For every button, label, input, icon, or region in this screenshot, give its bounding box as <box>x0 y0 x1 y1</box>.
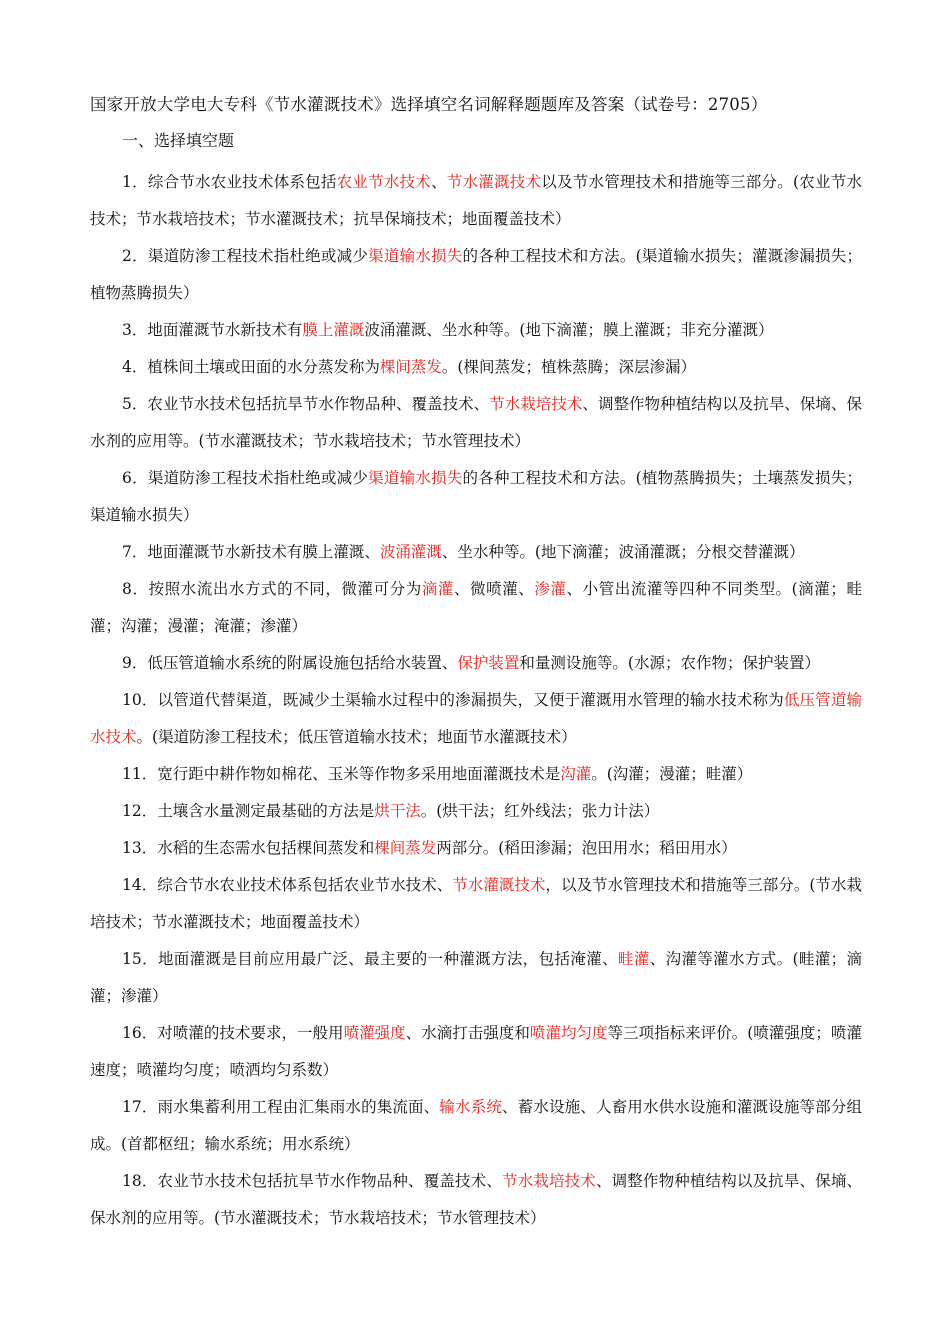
question-text: 3．地面灌溉节水新技术有 <box>122 321 303 339</box>
answer-highlight: 保护装置 <box>457 654 520 672</box>
question-text: 10．以管道代替渠道，既减少土渠输水过程中的渗漏损失，又便于灌溉用水管理的输水技术称为 <box>122 691 784 709</box>
answer-highlight: 滴灌 <box>421 580 454 598</box>
question-text: 2．渠道防渗工程技术指杜绝或减少 <box>122 247 369 265</box>
question-item <box>90 830 862 867</box>
answer-highlight: 畦灌 <box>617 950 650 968</box>
answer-highlight: 喷灌强度 <box>343 1024 406 1042</box>
answer-highlight: 低压管道输水技术 <box>90 691 862 746</box>
question-text: 、 <box>431 173 447 191</box>
question-text: 5．农业节水技术包括抗旱节水作物品种、覆盖技术、 <box>122 395 490 413</box>
answer-highlight: 输水系统 <box>439 1098 503 1116</box>
answer-highlight: 棵间蒸发 <box>379 358 442 376</box>
answer-highlight: 渠道输水损失 <box>368 469 463 487</box>
question-text: 4．植株间土壤或田面的水分蒸发称为 <box>122 358 380 376</box>
question-text: 13．水稻的生态需水包括棵间蒸发和 <box>122 839 375 857</box>
question-list <box>90 164 862 1237</box>
question-text: 的各种工程技术和方法。(植物蒸腾损失；土壤蒸发损失；渠道输水损失） <box>90 469 862 524</box>
question-text: 波涌灌溉、坐水种等。(地下滴灌；膜上灌溉；非充分灌溉） <box>364 321 774 339</box>
question-item <box>90 460 862 534</box>
question-text: 1．综合节水农业技术体系包括 <box>122 173 337 191</box>
question-item <box>90 756 862 793</box>
question-item <box>90 534 862 571</box>
question-text: 16．对喷灌的技术要求，一般用 <box>122 1024 344 1042</box>
question-text: 、调整作物种植结构以及抗旱、保墒、保水剂的应用等。(节水灌溉技术；节水栽培技术；节水管理技术） <box>90 1172 862 1227</box>
answer-highlight: 渠道输水损失 <box>368 247 463 265</box>
question-text: 、沟灌等灌水方式。(畦灌；滴灌；渗灌） <box>90 950 862 1005</box>
section-heading: 一、选择填空题 <box>122 131 235 150</box>
question-text: 8．按照水流出水方式的不同，微灌可分为 <box>122 580 422 598</box>
answer-highlight: 节水栽培技术 <box>502 1172 596 1190</box>
question-text: ，以及节水管理技术和措施等三部分。(节水栽培技术；节水灌溉技术；地面覆盖技术） <box>90 876 862 931</box>
answer-highlight: 节水灌溉技术 <box>452 876 546 894</box>
question-item <box>90 312 862 349</box>
answer-highlight: 节水栽培技术 <box>489 395 583 413</box>
question-text: 、调整作物种植结构以及抗旱、保墒、保水剂的应用等。(节水灌溉技术；节水栽培技术；节水管理技术） <box>90 395 862 450</box>
question-text: 。(棵间蒸发；植株蒸腾；深层渗漏） <box>441 358 696 376</box>
question-item <box>90 238 862 312</box>
question-text: 15．地面灌溉是目前应用最广泛、最主要的一种灌溉方法，包括淹灌、 <box>122 950 618 968</box>
question-item <box>90 682 862 756</box>
question-text: 以及节水管理技术和措施等三部分。(农业节水技术；节水栽培技术；节水灌溉技术；抗旱保墒技术；地面覆盖技术） <box>90 173 862 228</box>
question-item <box>90 386 862 460</box>
question-text: 。(渠道防渗工程技术；低压管道输水技术；地面节水灌溉技术） <box>136 728 577 746</box>
question-text: 、微喷灌、 <box>453 580 535 598</box>
question-text: 。(沟灌；漫灌；畦灌） <box>591 765 753 783</box>
question-text: 、坐水种等。(地下滴灌；波涌灌溉；分根交替灌溉） <box>441 543 805 561</box>
question-text: 的各种工程技术和方法。(渠道输水损失；灌溉渗漏损失；植物蒸腾损失） <box>90 247 862 302</box>
answer-highlight: 渗灌 <box>534 580 567 598</box>
question-text: 7．地面灌溉节水新技术有膜上灌溉、 <box>122 543 380 561</box>
answer-highlight: 波涌灌溉 <box>379 543 442 561</box>
question-item <box>90 164 862 238</box>
question-item <box>90 793 862 830</box>
question-text: 等三项指标来评价。(喷灌强度；喷灌速度；喷灌均匀度；喷洒均匀系数） <box>90 1024 862 1079</box>
question-text: 12．土壤含水量测定最基础的方法是 <box>122 802 375 820</box>
question-text: 18．农业节水技术包括抗旱节水作物品种、覆盖技术、 <box>122 1172 502 1190</box>
question-text: 两部分。(稻田渗漏；泡田用水；稻田用水） <box>436 839 737 857</box>
question-text: 9．低压管道输水系统的附属设施包括给水装置、 <box>122 654 458 672</box>
answer-highlight: 喷灌均匀度 <box>529 1024 608 1042</box>
question-text: 。(烘干法；红外线法；张力计法） <box>420 802 660 820</box>
question-text: 17．雨水集蓄利用工程由汇集雨水的集流面、 <box>122 1098 440 1116</box>
question-item <box>90 645 862 682</box>
question-item <box>90 571 862 645</box>
answer-highlight: 沟灌 <box>560 765 592 783</box>
answer-highlight: 膜上灌溉 <box>302 321 365 339</box>
question-text: 和量测设施等。(水源；农作物；保护装置） <box>519 654 820 672</box>
question-item <box>90 1015 862 1089</box>
answer-highlight: 烘干法 <box>374 802 421 820</box>
question-text: 、小管出流灌等四种不同类型。(滴灌；畦灌；沟灌；漫灌；淹灌；渗灌） <box>90 580 862 635</box>
document-title: 国家开放大学电大专科《节水灌溉技术》选择填空名词解释题题库及答案（试卷号：2705） <box>90 95 768 114</box>
question-text: 6．渠道防渗工程技术指杜绝或减少 <box>122 469 369 487</box>
question-item <box>90 1163 862 1237</box>
answer-highlight: 棵间蒸发 <box>374 839 437 857</box>
question-text: 、水滴打击强度和 <box>405 1024 530 1042</box>
question-item <box>90 1089 862 1163</box>
question-item <box>90 349 862 386</box>
question-text: 14．综合节水农业技术体系包括农业节水技术、 <box>122 876 453 894</box>
question-item <box>90 941 862 1015</box>
answer-highlight: 节水灌溉技术 <box>446 173 542 191</box>
document-page <box>90 92 862 1237</box>
answer-highlight: 农业节水技术 <box>336 173 432 191</box>
question-item <box>90 867 862 941</box>
question-text: 11．宽行距中耕作物如棉花、玉米等作物多采用地面灌溉技术是 <box>122 765 561 783</box>
question-text: 、蓄水设施、人畜用水供水设施和灌溉设施等部分组成。(首都枢纽；输水系统；用水系统） <box>90 1098 862 1153</box>
